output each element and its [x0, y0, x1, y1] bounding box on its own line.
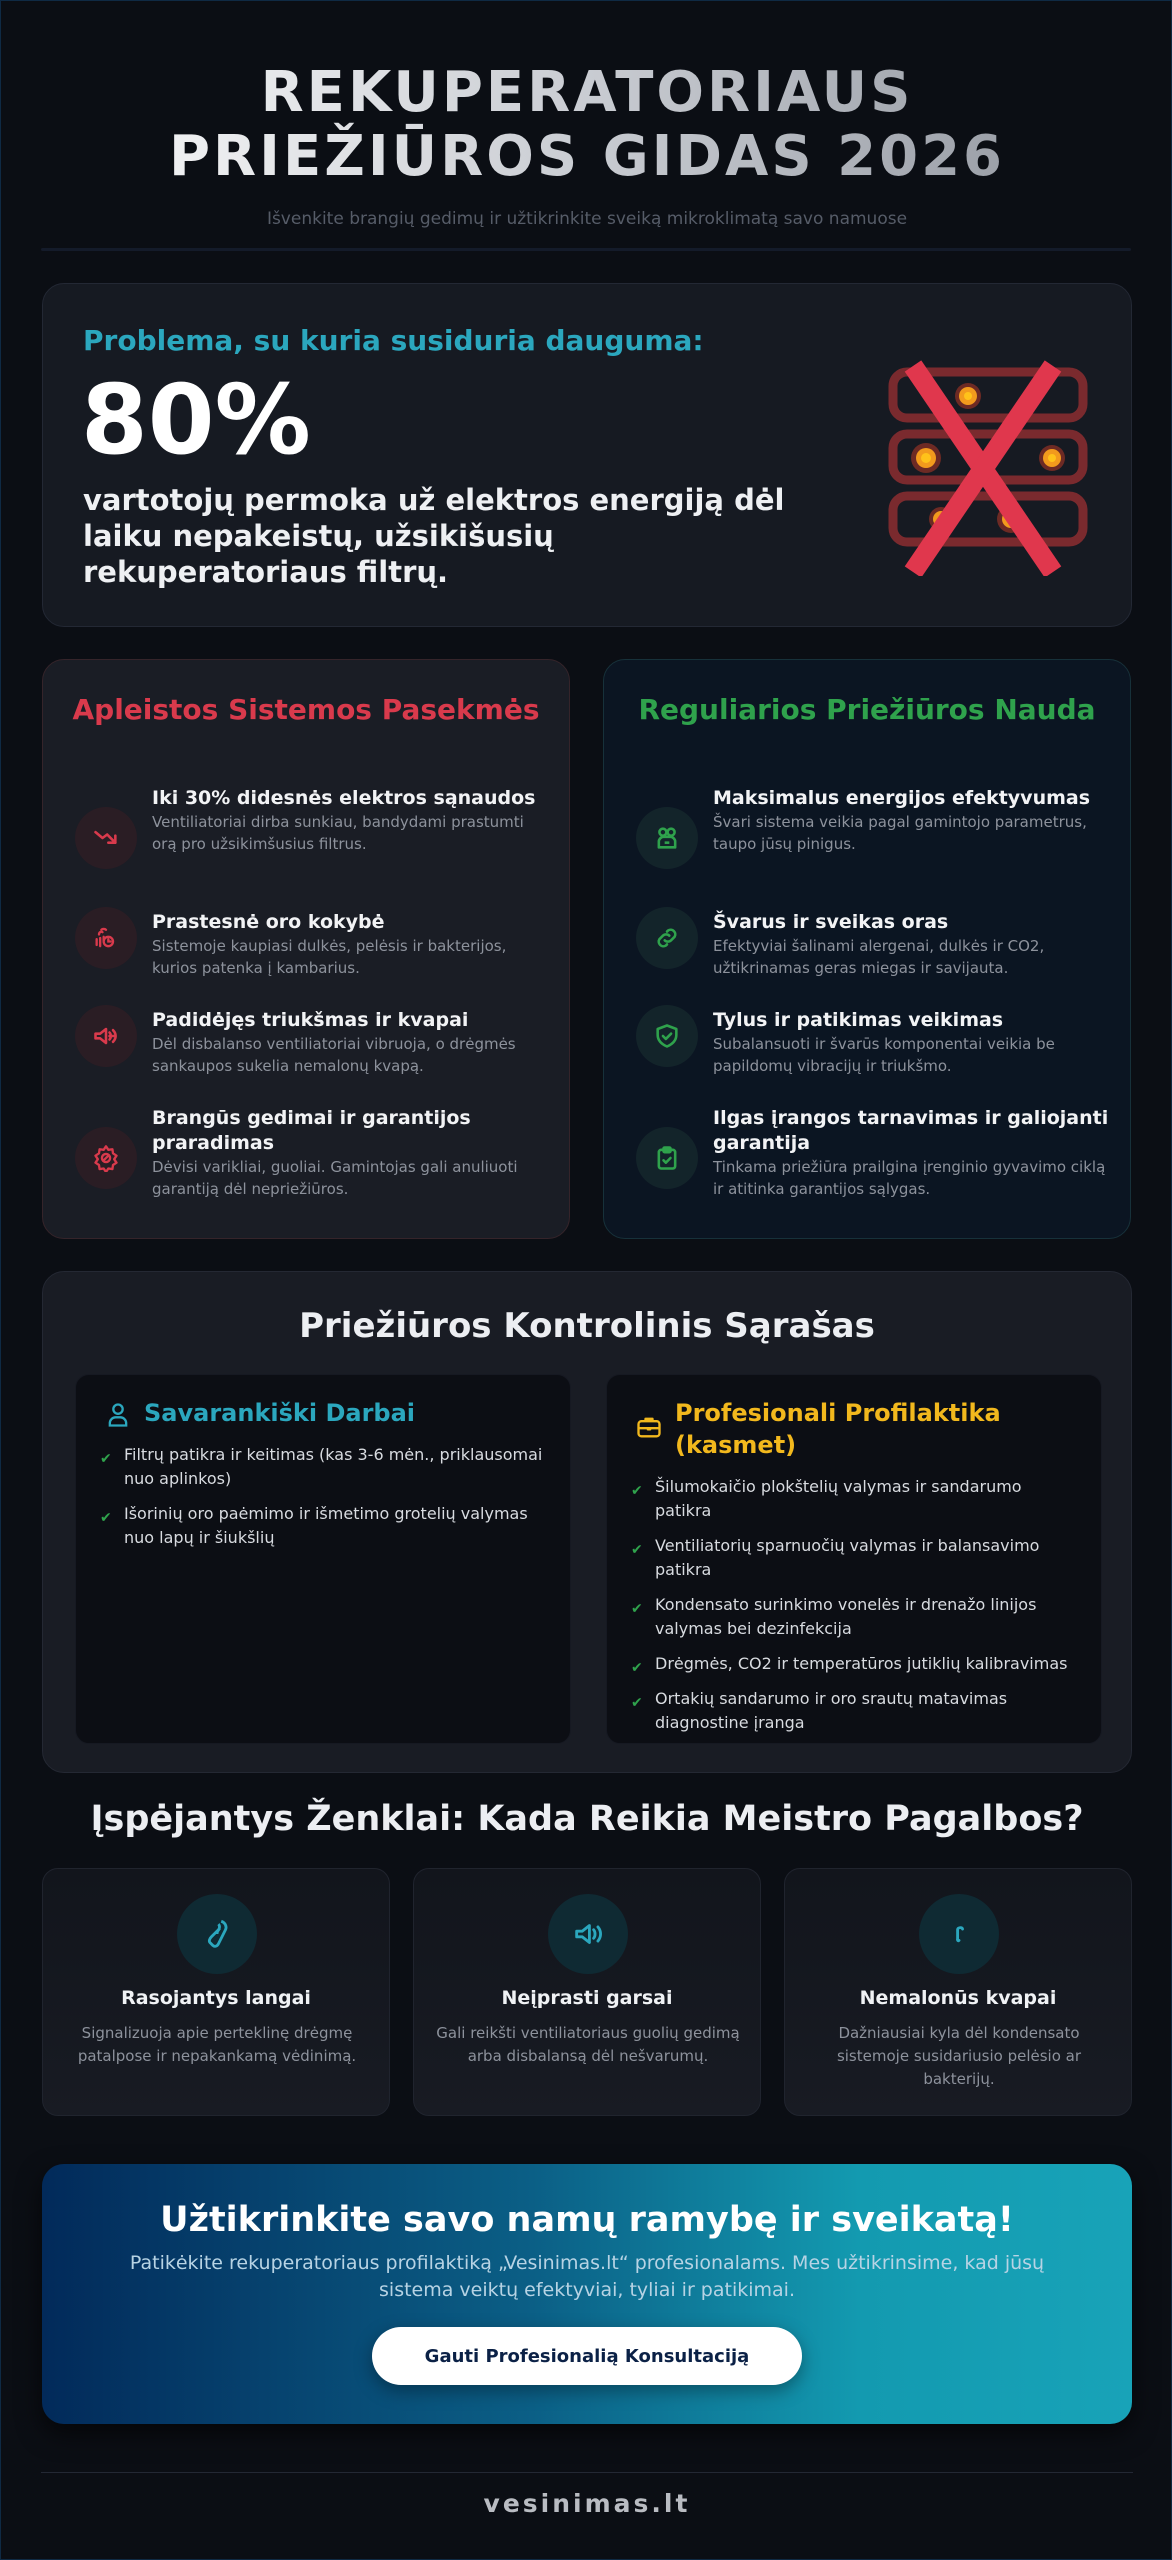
benefit-title: Ilgas įrangos tarnavimas ir galiojanti garantija [713, 1107, 1109, 1154]
checklist-item: ✔ Ortakių sandarumo ir oro srautų matavimas diagnostine įranga [631, 1689, 1008, 1732]
user-icon [104, 1401, 132, 1429]
checklist-item: ✔ Kondensato surinkimo vonelės ir drenažo linijos valymas bei dezinfekcija [631, 1595, 1037, 1638]
pro-maintenance-title: Profesionali Profilaktika (kasmet) [675, 1399, 1001, 1459]
cta-text: Patikėkite rekuperatoriaus profilaktiką „Vesinimas.lt“ profesionalams. Mes užtikrinsime, kad jūsų sistema veiktų efektyviai, tyliai ir patikimai. [129, 2252, 1045, 2301]
warnings-title: Įspėjantys Ženklai: Kada Reikia Meistro Pagalbos? [90, 1799, 1084, 1839]
footer-brand: vesinimas.lt [483, 2489, 691, 2518]
title-line-2: PRIEŽIŪROS GIDAS 2026 [168, 124, 1006, 189]
consequence-desc: Dėl disbalanso ventiliatoriai vibruoja, o drėgmės sankaupos sukelia nemalonų kvapą. [152, 1035, 516, 1075]
diy-tasks-panel [75, 1374, 571, 1744]
problem-card [42, 283, 1132, 627]
pro-maintenance-list [631, 1475, 1081, 1746]
benefit-title: Tylus ir patikimas veikimas [713, 1009, 1004, 1031]
warning-desc: Dažniausiai kyla dėl kondensato sistemoje susidariusio pelėsio ar bakterijų. [836, 2024, 1082, 2088]
smell-icon [919, 1894, 999, 1974]
link-icon [636, 907, 698, 969]
broken-gear-icon [75, 1127, 137, 1189]
consequence-title: Iki 30% didesnės elektros sąnaudos [152, 787, 536, 809]
loud-speaker-icon [75, 1005, 137, 1067]
consequence-desc: Sistemoje kaupiasi dulkės, pelėsis ir bakterijos, kurios patenka į kambarius. [152, 937, 507, 977]
shield-check-icon [636, 1005, 698, 1067]
benefits-title: Reguliarios Priežiūros Nauda [638, 693, 1096, 726]
pro-maintenance-panel [606, 1374, 1102, 1744]
consequence-text [152, 1106, 552, 1200]
checklist-card [42, 1271, 1132, 1773]
page-title [1, 61, 1172, 189]
consequence-text [152, 910, 552, 979]
consequences-card [42, 659, 570, 1239]
warning-title: Rasojantys langai [121, 1987, 311, 2009]
warning-title: Nemalonūs kvapai [859, 1987, 1057, 2009]
benefits-card [603, 659, 1131, 1239]
cta-title: Užtikrinkite savo namų ramybę ir sveikatą! [160, 2200, 1014, 2240]
consequence-text [152, 1008, 552, 1077]
water-drop-icon [177, 1894, 257, 1974]
checklist-item: ✔ Išorinių oro paėmimo ir išmetimo grotelių valymas nuo lapų ir šiukšlių [100, 1504, 528, 1547]
footer-divider [41, 2472, 1133, 2473]
benefit-text [713, 1008, 1113, 1077]
benefit-desc: Efektyviai šalinami alergenai, dulkės ir CO2, užtikrinamas geras miegas ir savijauta. [713, 937, 1045, 977]
problem-label: Problema, su kuria susiduria dauguma: [83, 324, 704, 357]
problem-text: vartotojų permoka už elektros energiją dėl laiku nepakeistų, užsikišusių rekuperatoriaus filtrų. [83, 483, 785, 589]
trending-down-icon [75, 807, 137, 869]
check-icon: ✔ [100, 1451, 112, 1467]
benefit-text [713, 1106, 1113, 1200]
crossed-out-filter-icon [863, 336, 1103, 576]
benefit-text [713, 910, 1113, 979]
benefit-desc: Švari sistema veikia pagal gamintojo parametrus, taupo jūsų pinigus. [713, 813, 1087, 853]
check-icon: ✔ [631, 1542, 643, 1558]
benefit-desc: Subalansuoti ir švarūs komponentai veikia be papildomų vibracijų ir triukšmo. [713, 1035, 1055, 1075]
briefcase-icon [635, 1413, 663, 1441]
consequence-title: Brangūs gedimai ir garantijos praradimas [152, 1107, 471, 1154]
bacteria-icon [75, 907, 137, 969]
problem-stat: 80% [81, 364, 311, 476]
warning-card [42, 1868, 390, 2116]
diy-tasks-header [104, 1397, 544, 1429]
checklist-item: ✔ Filtrų patikra ir keitimas (kas 3-6 mėn., priklausomai nuo aplinkos) [100, 1445, 543, 1488]
hero-header [1, 61, 1172, 229]
pro-maintenance-header [635, 1397, 1075, 1461]
get-consultation-button[interactable]: Gauti Profesionalią Konsultaciją [372, 2327, 802, 2385]
benefit-title: Maksimalus energijos efektyvumas [713, 787, 1091, 809]
header-divider [41, 248, 1131, 251]
diy-tasks-list [100, 1443, 550, 1561]
checklist-item: ✔ Šilumokaičio plokštelių valymas ir sandarumo patikra [631, 1477, 1022, 1520]
check-icon: ✔ [631, 1483, 643, 1499]
piggy-bank-icon [636, 807, 698, 869]
consequences-title: Apleistos Sistemos Pasekmės [72, 693, 540, 726]
checklist-title: Priežiūros Kontrolinis Sąrašas [299, 1306, 875, 1346]
check-icon: ✔ [631, 1695, 643, 1711]
consequence-text [152, 786, 552, 855]
cta-banner [42, 2164, 1132, 2424]
benefit-title: Švarus ir sveikas oras [713, 911, 949, 933]
warning-card [784, 1868, 1132, 2116]
check-icon: ✔ [631, 1601, 643, 1617]
checklist-item: ✔ Drėgmės, CO2 ir temperatūros jutiklių kalibravimas [631, 1652, 1081, 1676]
benefit-text [713, 786, 1113, 855]
diy-tasks-title: Savarankiški Darbai [144, 1399, 416, 1427]
warning-card [413, 1868, 761, 2116]
check-icon: ✔ [631, 1660, 643, 1676]
consequence-desc: Dėvisi varikliai, guoliai. Gamintojas gali anuliuoti garantiją dėl nepriežiūros. [152, 1158, 518, 1198]
consequence-title: Padidėjęs triukšmas ir kvapai [152, 1009, 469, 1031]
warning-title: Neįprasti garsai [501, 1987, 673, 2009]
warning-desc: Signalizuoja apie perteklinę drėgmę patalpose ir nepakankamą vėdinimą. [77, 2024, 357, 2065]
speaker-icon [548, 1894, 628, 1974]
benefit-desc: Tinkama priežiūra prailgina įrenginio gyvavimo ciklą ir atitinka garantijos sąlygas. [713, 1158, 1106, 1198]
page-subtitle: Išvenkite brangių gedimų ir užtikrinkite sveiką mikroklimatą savo namuose [266, 209, 908, 229]
consequence-desc: Ventiliatoriai dirba sunkiau, bandydami prastumti orą pro užsikimšusius filtrus. [152, 813, 524, 853]
consequence-title: Prastesnė oro kokybė [152, 911, 385, 933]
clipboard-check-icon [636, 1127, 698, 1189]
title-line-1: REKUPERATORIAUS [260, 60, 914, 125]
infographic-page [1, 1, 1172, 2560]
checklist-item: ✔ Ventiliatorių sparnuočių valymas ir balansavimo patikra [631, 1536, 1040, 1579]
warning-desc: Gali reikšti ventiliatoriaus guolių gedimą arba disbalansą dėl nešvarumų. [436, 2024, 740, 2065]
check-icon: ✔ [100, 1510, 112, 1526]
